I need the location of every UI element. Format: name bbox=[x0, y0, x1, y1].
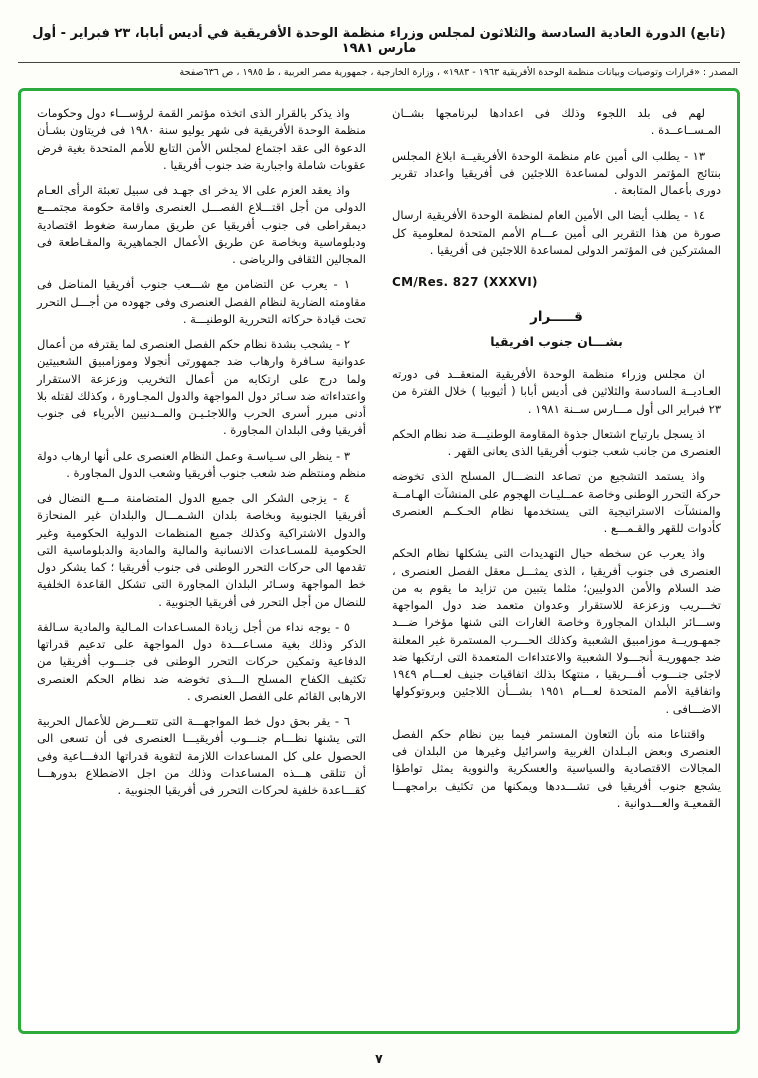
operative-6: ٦ - يقر بحق دول خط المواجهـــة التى تتعـــرض للأعمال الحربية التى يشنها نظـــام جنـــوب أفريقيـــا العنصرى فى أن تسعى الى الحصول على كل المساعدات اللازمة لتقوية قدراتها الدفـــاعية وفى أن تتلقى هـــذه المساعدات وذلك من اجل الاضطلاع بدورهـــا كقـــاعدة خلفية لحركات التحرر فى أفريقيا الجنوبية . bbox=[37, 714, 366, 797]
para-item-13: ١٣ - يطلب الى أمين عام منظمة الوحدة الأفريقيــة ابلاغ المجلس بنتائج المؤتمر الدولى لمساعدة اللاجئين فى أفريقيا واعداد تقرير دورى بأعمال المتابعة . bbox=[392, 148, 721, 197]
preamble-encouraged: واذ يستمد التشجيع من تصاعد النضـــال المسلح الذى تخوضه حركة التحرر الوطنى وخاصة عمــليـات الهجوم على المنشآت الهـامــة والمنشآت الاستراتيجية التى يستخدمها نظام الحـكــم العنصرى كأدوات للقهر والقـمـــع . bbox=[392, 469, 721, 535]
preamble-indignation: واذ يعرب عن سخطه حيال التهديدات التى يشكلها نظام الحكم العنصرى فى جنوب أفريقيا ، الذى يمثـــل معقل الفصل العنصرى ، ضد السلام والأمن الدوليين؛ مثلما يتبين من تزايد ما يقوم به من تخـــريب وزعزعة للاستقرار وعدوان متعمد ضد دول المواجهة وســـائر البلدان المجاورة وخاصة الغارات التى شنها مؤخرا ضـــد جمهـوريــة موزامبيق الشعبية وكذلك الحـــرب المستمرة غير المعلنة ضد جمهوريـة أنجـــولا الشعبية والاعتداءات المتعمدة التى ارتكبها ضد لاجئى جنـــوب أفـــريقيا ، منتهكا بذلك اتفاقيات جنيف لعـــام ١٩٤٩ واتفاقية الأمم المتحدة لعـــام ١٩٥١ بشـــأن اللاجئين وبروتوكولها الاضـــافى . bbox=[392, 546, 721, 716]
operative-1: ١ - يعرب عن التضامن مع شـــعب جنوب أفريقيا المناضل فى مقاومته الضارية لنظام الفصل العنصرى وفى جهوده من أجـــل التحرر تحت قيادة حركاته التحررية الوطنيـــة . bbox=[37, 277, 366, 326]
operative-4: ٤ - يزجى الشكر الى جميع الدول المتضامنة مـــع النضال فى أفريقيا الجنوبية وبخاصة بلدان الشـمـــال والبلدان غير المنحازة والدول الاشتراكية وكذلك جميع المنظمات الدولية الحكومية وغير الحكومية للمسـاعدات الانسانية والمالية والمادية والدبلوماسية التى تقدمها الى حركات التحرر الوطنى فى جنوب أفريقيا ؛ كما يشكر دول خط المواجهة وسـائر البلدان المجاورة التى تشكل القاعدة الخلفية للنضال من أجل التحرر فى أفريقيا الجنوبية . bbox=[37, 491, 366, 609]
session-title: (تابع) الدورة العادية السادسة والثلاثون لمجلس وزراء منظمة الوحدة الأفريقية في أديس أبابا، ٢٣ فبراير - أول مارس ١٩٨١ bbox=[18, 26, 740, 63]
column-right bbox=[392, 105, 721, 1017]
operative-3: ٣ - ينظر الى سـياسـة وعمل النظام العنصرى على أنها ارهاب دولة منظم ومنتظم ضد شعب جنوب أفريقيا وشعب الدول المجاورة . bbox=[37, 448, 366, 480]
operative-5: ٥ - يوجه نداء من أجل زيادة المسـاعدات المـالية والمادية سـالفة الذكر وذلك بغية مسـاعـــدة دول المواجهة على تدعيم قدراتها الدفاعية وتمكين حركات التحرر الوطنى فى جنـــوب أفريقيا من تكثيف الكفاح المسلح الـــذى تخوضه ضد نظام الحكم العنصرى الارهابى القائم على الفصل العنصرى . bbox=[37, 619, 366, 703]
preamble-convinced: واقتناعا منه بأن التعاون المستمر فيما بين نظام حكم الفصل العنصرى وبعض البـلدان الغربية واسرائيل وغيرها من البلدان فى المجالات الاقتصادية والسياسية والعسكرية والنووية يمثل تواطؤا يشجع جنوب أفريقيا فى تشـــددها ويمكنها من تكثيف برامجهـــا القمعيـة والعـــدوانية . bbox=[392, 726, 721, 810]
para-item-14: ١٤ - يطلب أيضا الى الأمين العام لمنظمة الوحدة الأفريقية ارسال صورة من هذا التقرير الى أمين عـــام الأمم المتحدة لمعلومية كل المشتركين فى المؤتمر الدولى لمساعدة اللاجئين فى أفريقيا . bbox=[392, 208, 721, 257]
resolution-title: قـــــرار bbox=[530, 309, 583, 325]
preamble-recalling: واذ يذكر بالقرار الذى اتخذه مؤتمر القمة لرؤســـاء دول وحكومات منظمة الوحدة الأفريقية فى شهر يوليو سنة ١٩٨٠ فى فريتاون بشـأن الدعوة الى عقد اجتماع لمجلس الأمن التابع للأمم المتحدة بغية فرض عقوبات شاملة واجبارية ضد جنوب أفريقيا . bbox=[37, 106, 366, 172]
page-header bbox=[18, 26, 740, 78]
resolution-reference: CM/Res. 827 (XXXVI) bbox=[392, 275, 538, 289]
preamble-noting: اذ يسجل بارتياح اشتعال جذوة المقاومة الوطنيـــة ضد نظام الحكم العنصرى من جانب شعب جنوب أفريقيا الذى يعانى القهر . bbox=[392, 426, 721, 458]
operative-2: ٢ - يشجب بشدة نظام حكم الفصل العنصرى لما يقترفه من أعمال عدوانية سـافرة وارهاب ضد جمهورتى أنجولا وموزامبيق الشعبيتين ولما درج على ارتكابه من أعمال التخريب وزعزعة الاستقرار واعتداءاته ضد سـائر دول المواجهة والدول المجـاورة ، وكذلك لقتله بلا أدنى مبرر أسرى الحرب واللاجئـيـن والمــدنيين الأبرياء فى جنوب أفريقيا وفى البلدان المجاورة . bbox=[37, 337, 366, 438]
page-number: ٧ bbox=[375, 1051, 383, 1066]
preamble-session: ان مجلس وزراء منظمة الوحدة الأفريقية المنعقــد فى دورته العـاديــة السادسة والثلاثين فى أديس أبابا ( أثيوبيا ) خلال الفترة من ٢٣ فبراير الى أول مـــارس ســنة ١٩٨١ . bbox=[392, 367, 721, 416]
continuation-paragraph: لهم فى بلد اللجوء وذلك فى اعدادها لبرنامجها بشــان المـســاعــدة . bbox=[392, 106, 721, 138]
resolution-subtitle: بشـــان جنوب افريقيا bbox=[490, 334, 623, 350]
preamble-determined: واذ يعقد العزم على الا يدخر اى جهـد فى سبيل تعبئة الرأى العـام الدولى من أجل اقتـــلاع الفصـــل العنصرى واقامة حكومة مجتمـــع ديمقراطى فى جنوب أفريقيا عن طريق ممارسة ضغوط اقتصادية ودبلوماسية وبخاصة عن طريق الأعمال الجماهيرية والمقـاطعة فى المجالين الثقافى والرياضى . bbox=[37, 183, 366, 266]
column-left bbox=[37, 105, 366, 1017]
page-footer bbox=[18, 1043, 740, 1078]
source-citation: المصدر : «قرارات وتوصيات وبيانات منظمة الوحدة الأفريقية ١٩٦٣ - ١٩٨٣» ، وزارة الخارجية ، جمهورية مصر العربية ، ط ١٩٨٥ ، ص ٦٣٦صفحة bbox=[179, 67, 738, 78]
green-content-frame bbox=[18, 88, 740, 1034]
